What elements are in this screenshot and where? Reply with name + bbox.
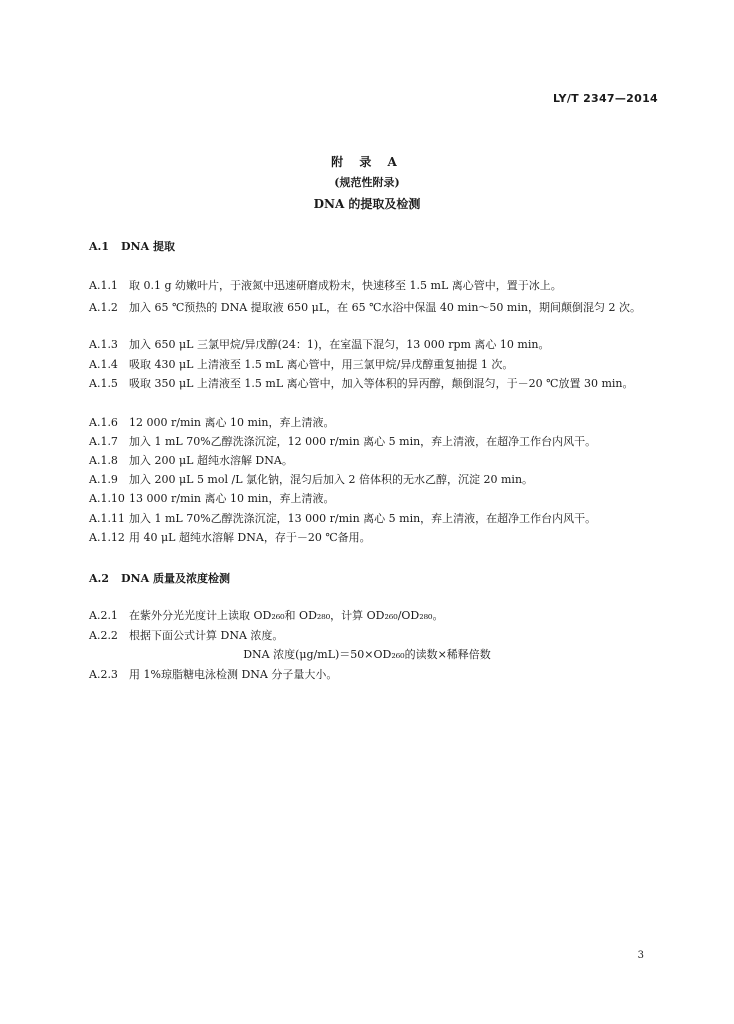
item-number: A.1.9 <box>89 473 118 486</box>
item-text: 12 000 r/min 离心 10 min，弃上清液。 <box>129 416 335 429</box>
standard-code: LY/T 2347—2014 <box>552 92 658 105</box>
list-item <box>89 335 659 354</box>
section-heading-a2 <box>89 570 230 586</box>
list-item <box>89 528 659 547</box>
item-number: A.1.5 <box>89 377 118 390</box>
item-number: A.2.2 <box>89 629 118 642</box>
item-number: A.1.1 <box>89 279 118 292</box>
list-item <box>89 626 659 645</box>
item-text: 用 40 μL 超纯水溶解 DNA，存于－20 ℃备用。 <box>129 531 371 544</box>
item-number: A.2.1 <box>89 609 118 622</box>
section-title: DNA 提取 <box>121 240 175 253</box>
item-text: 取 0.1 g 幼嫩叶片，于液氮中迅速研磨成粉末，快速移至 1.5 mL 离心管中，置于冰上。 <box>129 279 562 292</box>
item-text: 吸取 350 μL 上清液至 1.5 mL 离心管中，加入等体积的异丙醇，颠倒混匀，于－20 ℃放置 30 min。 <box>129 377 634 390</box>
list-item <box>89 470 659 489</box>
annex-name: DNA 的提取及检测 <box>313 197 421 211</box>
item-number: A.1.6 <box>89 416 118 429</box>
section-number: A.2 <box>89 572 110 585</box>
item-text: 加入 1 mL 70%乙醇洗涤沉淀，13 000 r/min 离心 5 min，弃上清液，在超净工作台内风干。 <box>129 512 597 525</box>
item-text: 吸取 430 μL 上清液至 1.5 mL 离心管中，用三氯甲烷/异戊醇重复抽提 1 次。 <box>129 358 514 371</box>
list-item <box>89 606 659 625</box>
list-item <box>89 432 659 451</box>
page-number: 3 <box>637 950 644 961</box>
list-item <box>89 665 659 684</box>
list-item <box>89 374 659 393</box>
item-text: 加入 650 μL 三氯甲烷/异戊醇(24：1)，在室温下混匀，13 000 rpm 离心 10 min。 <box>129 338 550 351</box>
item-text: 13 000 r/min 离心 10 min，弃上清液。 <box>129 492 335 505</box>
section-title: DNA 质量及浓度检测 <box>121 572 230 585</box>
item-number: A.1.8 <box>89 454 118 467</box>
concentration-formula: DNA 浓度(μg/mL)＝50×OD₂₆₀的读数×稀释倍数 <box>243 648 491 661</box>
list-item <box>89 355 659 374</box>
item-text: 在紫外分光光度计上读取 OD₂₆₀和 OD₂₈₀，计算 OD₂₆₀/OD₂₈₀。 <box>129 609 444 622</box>
item-text: 用 1%琼脂糖电泳检测 DNA 分子量大小。 <box>129 668 338 681</box>
item-number: A.1.2 <box>89 301 118 314</box>
item-number: A.2.3 <box>89 668 118 681</box>
item-number: A.1.7 <box>89 435 118 448</box>
item-number: A.1.12 <box>89 531 125 544</box>
list-item <box>89 451 659 470</box>
item-text: 根据下面公式计算 DNA 浓度。 <box>129 629 284 642</box>
annex-type: (规范性附录) <box>334 176 400 189</box>
list-item <box>89 298 659 317</box>
section-number: A.1 <box>89 240 110 253</box>
annex-title: 附 录 A <box>331 155 403 169</box>
item-text: 加入 200 μL 超纯水溶解 DNA。 <box>129 454 293 467</box>
list-item <box>89 509 659 528</box>
item-number: A.1.10 <box>89 492 125 505</box>
item-text: 加入 65 ℃预热的 DNA 提取液 650 μL，在 65 ℃水浴中保温 40 min～50 min，期间颠倒混匀 2 次。 <box>129 301 641 314</box>
item-number: A.1.11 <box>89 512 125 525</box>
list-item <box>89 413 659 432</box>
list-item <box>89 276 659 295</box>
item-number: A.1.3 <box>89 338 118 351</box>
item-text: 加入 1 mL 70%乙醇洗涤沉淀，12 000 r/min 离心 5 min，弃上清液，在超净工作台内风干。 <box>129 435 597 448</box>
section-heading-a1 <box>89 238 175 254</box>
item-number: A.1.4 <box>89 358 118 371</box>
list-item <box>89 489 659 508</box>
item-text: 加入 200 μL 5 mol /L 氯化钠，混匀后加入 2 倍体积的无水乙醇，沉淀 20 min。 <box>129 473 534 486</box>
